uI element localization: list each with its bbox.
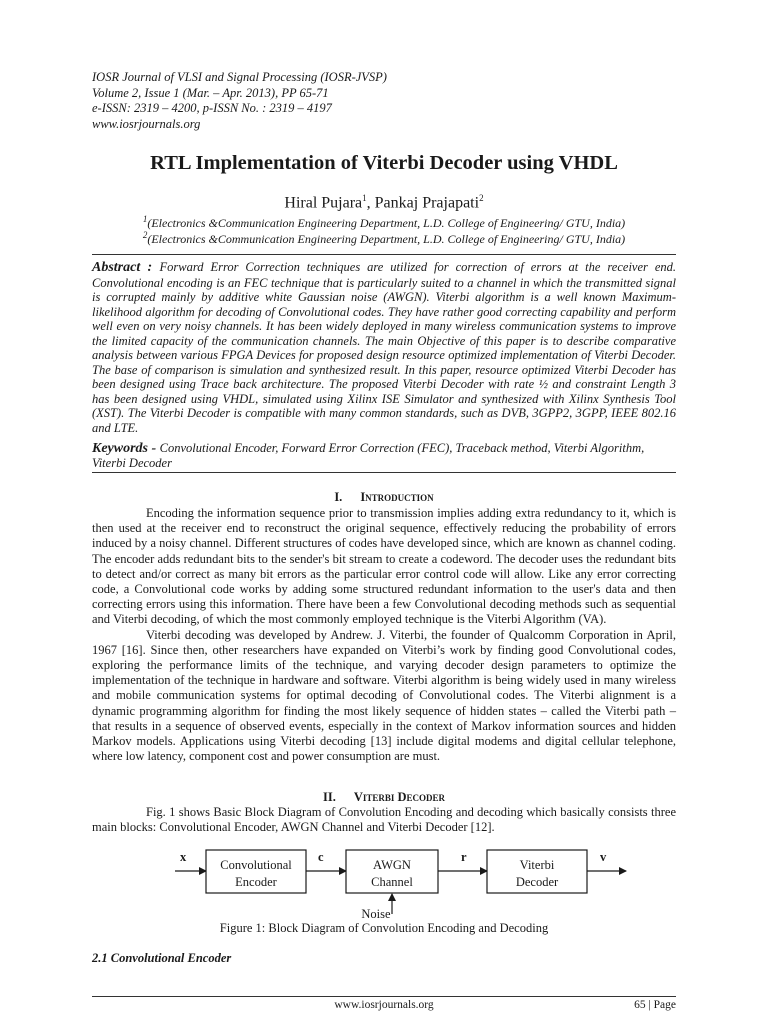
channel-label-2: Channel [371,875,413,889]
affiliation-1 [0,214,768,231]
journal-name: IOSR Journal of VLSI and Signal Processing (IOSR-JVSP) [92,70,387,84]
paper-title: RTL Implementation of Viterbi Decoder using VHDL [150,152,618,174]
signal-c-label: c [318,850,324,864]
abstract [92,260,676,435]
affiliation-2-text: (Electronics &Communication Engineering Department, L.D. College of Engineering/ GTU, India) [147,232,626,246]
journal-issn: e-ISSN: 2319 – 4200, p-ISSN No. : 2319 – 4197 [92,101,332,116]
section-2-heading [0,790,768,805]
paragraph: Fig. 1 shows Basic Block Diagram of Convolution Encoding and decoding which basically consists three main blocks: Convolutional Encoder, AWGN Channel and Viterbi Decoder [12]. [92,805,676,835]
author-line [0,193,768,212]
footer-url[interactable]: www.iosrjournals.org [334,999,434,1011]
decoder-label-2: Decoder [515,875,559,889]
decoder-label-1: Viterbi [519,858,555,872]
footer-rule [92,996,676,997]
block-diagram [150,842,630,922]
channel-label-1: AWGN [373,858,411,872]
section-2-title: Viterbi Decoder [353,790,446,804]
affiliation-2 [0,230,768,247]
journal-volume: Volume 2, Issue 1 (Mar. – Apr. 2013), PP 65-71 [92,85,329,100]
author-2-sup: 2 [479,193,484,203]
section-2-body [92,805,676,835]
abstract-rule-top [92,254,676,255]
author-separator: , [366,194,375,212]
keywords-text: Convolutional Encoder, Forward Error Correction (FEC), Traceback method, Viterbi Algorithm, Viterbi Decoder [92,441,645,470]
figure-caption: Figure 1: Block Diagram of Convolution Encoding and Decoding [219,921,549,935]
author-2: Pankaj Prajapati [374,194,480,212]
subsection-heading: 2.1 Convolutional Encoder [92,951,232,965]
abstract-rule-bottom [92,472,676,473]
encoder-label-2: Encoder [235,875,277,889]
block-diagram-svg [150,842,630,922]
paragraph: Viterbi decoding was developed by Andrew. J. Viterbi, the founder of Qualcomm Corporation in April, 1967 [16]. Since then, other researchers have expanded on Viterbi’s work by finding good Convolutional codes, exploring the performance limits of the technique, and varying decoder design parameters to optimize the implementation of the technique in hardware and software. Viterbi algorithm is being widely used in many wireless and mobile communication systems for optimal decoding of Convolutional codes. The Viterbi alignment is a dynamic programming algorithm for finding the most likely sequence of hidden states – called the Viterbi path – that results in a sequence of observed events, especially in the context of Markov information sources and hidden Markov models. Applications using Viterbi decoding [13] include digital modems and digital cellular telephone, where low latency, component cost and power consumption are must. [92,627,676,764]
affiliation-1-text: (Electronics &Communication Engineering Department, L.D. College of Engineering/ GTU, India) [147,216,626,230]
page-number: 65 | Page [634,999,676,1011]
affiliation-2-sup: 2 [142,230,148,240]
paragraph: Encoding the information sequence prior to transmission implies adding extra redundancy to it, which is then used at the receiver end to reconstruct the original sequence, effectively reducing the probability of errors induced by a noisy channel. Different structures of codes have developed since, which are known as channel coding. The encoder adds redundant bits to the sender's bit stream to create a codeword. The decoder uses the redundant bits to detect and/or correct as many bit errors as the particular error control code will allow. Like any error correcting code, a Convolutional code works by adding some structured redundant information to the user's data and then correcting errors using this information. There have been a few Convolutional decoding methods such as sequential and Viterbi decoding, of which the most commonly employed technique is the Viterbi Algorithm (VA). [92,506,676,627]
noise-label: Noise [361,907,391,921]
affiliation-1-sup: 1 [142,214,148,224]
abstract-label: Abstract : [92,260,160,275]
author-1: Hiral Pujara [284,194,363,212]
author-1-sup: 1 [362,193,367,203]
signal-r-label: r [461,850,467,864]
section-2-number: II. [322,790,336,804]
section-1-title: Introduction [360,490,434,504]
section-1-body [92,506,676,764]
keywords [92,441,676,471]
journal-url[interactable]: www.iosrjournals.org [92,116,201,131]
journal-header [92,70,682,132]
section-1-heading [0,490,768,505]
signal-x-label: x [180,850,187,864]
section-1-number: I. [334,490,343,504]
signal-v-label: v [600,850,607,864]
encoder-label-1: Convolutional [220,858,292,872]
abstract-text: Forward Error Correction techniques are utilized for correction of errors at the receiver end. Convolutional encoding is an FEC technique that is particularly suited to a channel in which the transmitted signal is corrupted mainly by additive white Gaussian noise (AWGN). Viterbi algorithm is a well known Maximum-likelihood algorithm for decoding of Convolutional codes. They have rather good correcting capability and perform well even on very noisy channels. It has been widely deployed in many wireless communication systems to improve the limited capacity of the communication channels. The main Objective of this paper is to describe comparative analysis between various FPGA Devices for proposed design resource optimized implementation of Viterbi Decoder. The base of comparison is simulation and synthesized result. In this paper, resource optimized Viterbi Decoder has been designed using Trace back architecture. The proposed Viterbi Decoder with rate ½ and constraint Length 3 has been designed using VHDL, simulated using Xilinx ISE Simulator and synthesized with Xilinx Synthesis Tool (XST). The Viterbi Decoder is compatible with many common standards, such as DVB, 3GPP2, 3GPP, IEEE 802.16 and LTE. [92,260,676,435]
keywords-label: Keywords - [92,441,160,456]
